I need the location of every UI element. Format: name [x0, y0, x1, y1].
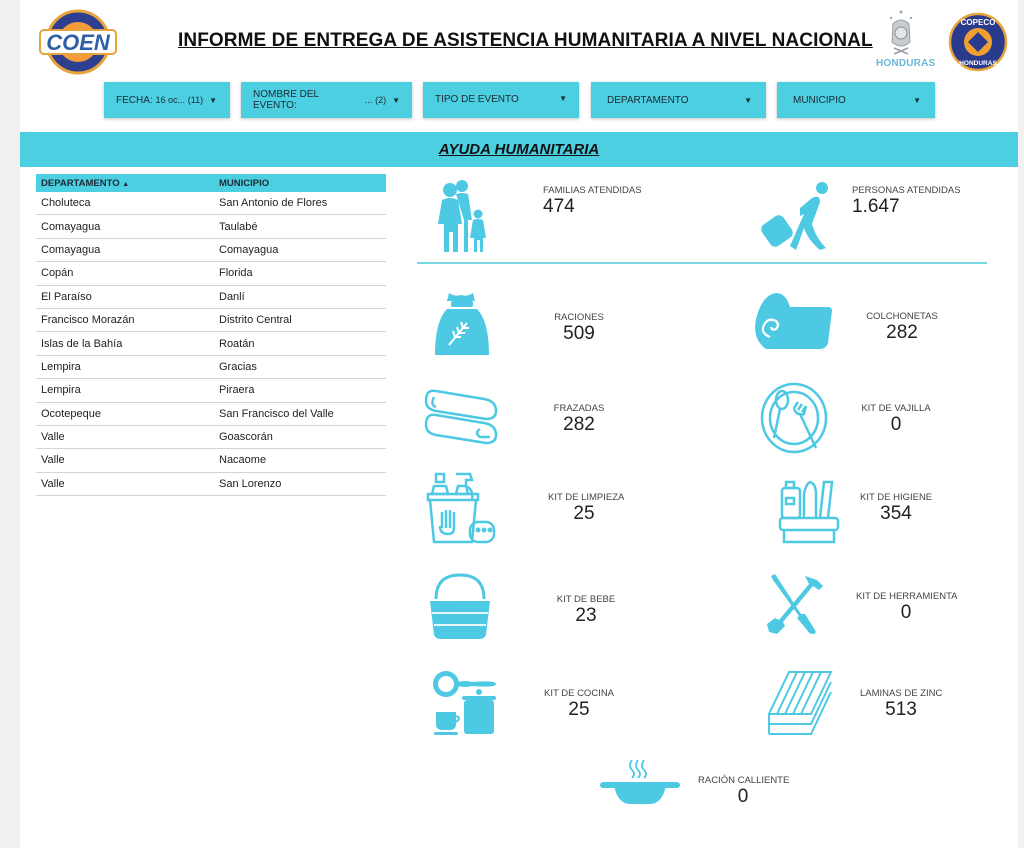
table-row[interactable] — [36, 239, 386, 262]
cookware-icon — [432, 670, 498, 736]
column-header-municipio[interactable]: MUNICIPIO — [219, 177, 270, 189]
plate-cutlery-icon — [760, 382, 828, 454]
filter-municipio[interactable] — [777, 82, 935, 118]
mat-roll-icon — [752, 291, 832, 353]
cell-municipio: San Francisco del Valle — [219, 407, 334, 420]
stat-cocina — [543, 688, 615, 721]
filter-tipo-evento[interactable] — [423, 82, 579, 118]
stat-higiene — [860, 492, 932, 525]
filter-departamento-label: DEPARTAMENTO — [607, 94, 689, 106]
grain-sack-icon — [433, 291, 491, 357]
table-row[interactable] — [36, 379, 386, 402]
stat-label: KIT DE VAJILLA — [861, 403, 931, 414]
baby-basket-icon — [428, 573, 492, 639]
person-luggage-icon — [760, 180, 834, 252]
cell-municipio: Danlí — [219, 290, 245, 303]
stat-label: KIT DE BEBE — [556, 594, 616, 605]
stat-value: 0 — [737, 786, 749, 807]
table-row[interactable] — [36, 449, 386, 472]
column-label: DEPARTAMENTO — [41, 177, 120, 189]
copeco-logo — [948, 12, 1008, 72]
cell-departamento: Copán — [41, 267, 74, 280]
stat-value: 282 — [886, 322, 918, 343]
honduras-logo — [876, 8, 936, 72]
filter-fecha-count: (11) — [187, 95, 204, 105]
cell-departamento: Valle — [41, 454, 65, 467]
cell-departamento: Ocotepeque — [41, 407, 101, 420]
section-title: AYUDA HUMANITARIA — [438, 141, 600, 158]
stat-racion-caliente — [698, 775, 788, 808]
cell-municipio: Taulabé — [219, 220, 258, 233]
stat-familias — [543, 185, 642, 218]
stat-value: 0 — [900, 602, 912, 623]
cell-departamento: El Paraíso — [41, 290, 92, 303]
cell-municipio: Goascorán — [219, 431, 273, 444]
stat-frazadas — [543, 403, 615, 436]
family-icon — [438, 180, 490, 252]
stat-value: 509 — [563, 323, 595, 344]
stat-zinc — [860, 688, 942, 721]
stat-value: 25 — [573, 503, 595, 524]
stat-label: COLCHONETAS — [866, 311, 938, 322]
stat-value: 474 — [543, 196, 575, 217]
cell-departamento: Francisco Morazán — [41, 314, 135, 327]
folded-blankets-icon — [424, 385, 500, 447]
stat-value: 0 — [890, 414, 902, 435]
table-row[interactable] — [36, 473, 386, 496]
stat-vajilla — [858, 403, 934, 436]
report-page — [20, 0, 1018, 848]
cell-departamento: Lempira — [41, 360, 81, 373]
cell-municipio: Comayagua — [219, 243, 279, 256]
stat-value: 25 — [568, 699, 590, 720]
stat-value: 23 — [575, 605, 597, 626]
stat-label: LAMINAS DE ZINC — [860, 688, 943, 699]
cell-municipio: San Lorenzo — [219, 477, 282, 490]
table-row[interactable] — [36, 426, 386, 449]
kpi-divider — [417, 262, 987, 264]
column-header-departamento[interactable] — [36, 178, 219, 189]
cell-departamento: Comayagua — [41, 220, 101, 233]
filter-nombre-evento[interactable] — [241, 82, 412, 118]
stat-value: 513 — [885, 699, 917, 720]
stat-personas — [852, 185, 961, 218]
stat-label: KIT DE COCINA — [543, 688, 615, 699]
coen-logo — [36, 8, 120, 76]
filter-evento-label: NOMBRE DEL EVENTO: — [253, 89, 319, 111]
cell-municipio: Florida — [219, 267, 253, 280]
svg-text:COEN: COEN — [46, 30, 110, 55]
cleaning-bucket-icon — [426, 472, 496, 546]
chevron-down-icon: ▼ — [913, 95, 921, 105]
table-row[interactable] — [36, 215, 386, 238]
filter-municipio-label: MUNICIPIO — [793, 94, 846, 106]
table-body — [36, 192, 386, 496]
stat-label: RACIÓN CALLIENTE — [698, 775, 790, 786]
table-row[interactable] — [36, 332, 386, 355]
stat-label: RACIONES — [554, 312, 604, 323]
stat-herramienta — [856, 591, 956, 624]
table-row[interactable] — [36, 403, 386, 426]
table-row[interactable] — [36, 309, 386, 332]
cell-municipio: San Antonio de Flores — [219, 197, 328, 210]
filter-departamento[interactable] — [591, 82, 766, 118]
location-table — [36, 174, 386, 496]
stat-label: KIT DE LIMPIEZA — [548, 492, 625, 503]
stat-raciones — [543, 312, 615, 345]
honduras-logo-text: HONDURAS — [876, 58, 936, 69]
hygiene-kit-icon — [778, 478, 840, 546]
cell-departamento: Valle — [41, 477, 65, 490]
cell-municipio: Distrito Central — [219, 314, 292, 327]
stat-label: FAMILIAS ATENDIDAS — [543, 185, 642, 196]
cell-departamento: Comayagua — [41, 243, 101, 256]
svg-text:COPECO: COPECO — [960, 18, 996, 27]
cell-departamento: Lempira — [41, 384, 81, 397]
table-row[interactable] — [36, 286, 386, 309]
filter-fecha-value: 16 oc... — [155, 95, 185, 105]
stat-label: KIT DE HERRAMIENTA — [856, 591, 958, 602]
filter-evento-count: (2) — [375, 95, 387, 105]
svg-text:HONDURAS: HONDURAS — [959, 60, 997, 67]
chevron-down-icon: ▼ — [744, 95, 752, 105]
chevron-down-icon: ▼ — [559, 94, 567, 103]
stat-label: FRAZADAS — [553, 403, 605, 414]
section-banner — [20, 132, 1018, 167]
stat-label: KIT DE HIGIENE — [860, 492, 933, 503]
zinc-sheets-icon — [765, 670, 833, 736]
table-row[interactable] — [36, 356, 386, 379]
cell-departamento: Valle — [41, 431, 65, 444]
cell-departamento: Choluteca — [41, 197, 91, 210]
stat-value: 354 — [880, 503, 912, 524]
filter-fecha-label: FECHA: — [116, 94, 153, 106]
stat-value: 1.647 — [852, 196, 900, 217]
hot-bowl-icon — [600, 758, 680, 806]
stat-label: PERSONAS ATENDIDAS — [852, 185, 961, 196]
stat-bebe — [550, 594, 622, 627]
table-row[interactable] — [36, 192, 386, 215]
filter-tipo-label: TIPO DE EVENTO — [435, 94, 519, 105]
cell-departamento: Islas de la Bahía — [41, 337, 123, 350]
filter-fecha[interactable] — [104, 82, 230, 118]
cell-municipio: Nacaome — [219, 454, 267, 467]
page-title: INFORME DE ENTREGA DE ASISTENCIA HUMANITARIA A NIVEL NACIONAL — [178, 30, 873, 51]
cell-municipio: Piraera — [219, 384, 255, 397]
stat-value: 282 — [563, 414, 595, 435]
tools-icon — [765, 574, 825, 634]
cell-municipio: Roatán — [219, 337, 255, 350]
chevron-down-icon: ▼ — [209, 95, 218, 105]
filter-evento-value: ... — [364, 95, 373, 105]
stat-colchonetas — [862, 311, 942, 344]
cell-municipio: Gracias — [219, 360, 257, 373]
sort-asc-icon: ▲ — [122, 180, 130, 188]
table-header — [36, 174, 386, 192]
stat-limpieza — [548, 492, 625, 525]
table-row[interactable] — [36, 262, 386, 285]
chevron-down-icon: ▼ — [392, 95, 400, 105]
